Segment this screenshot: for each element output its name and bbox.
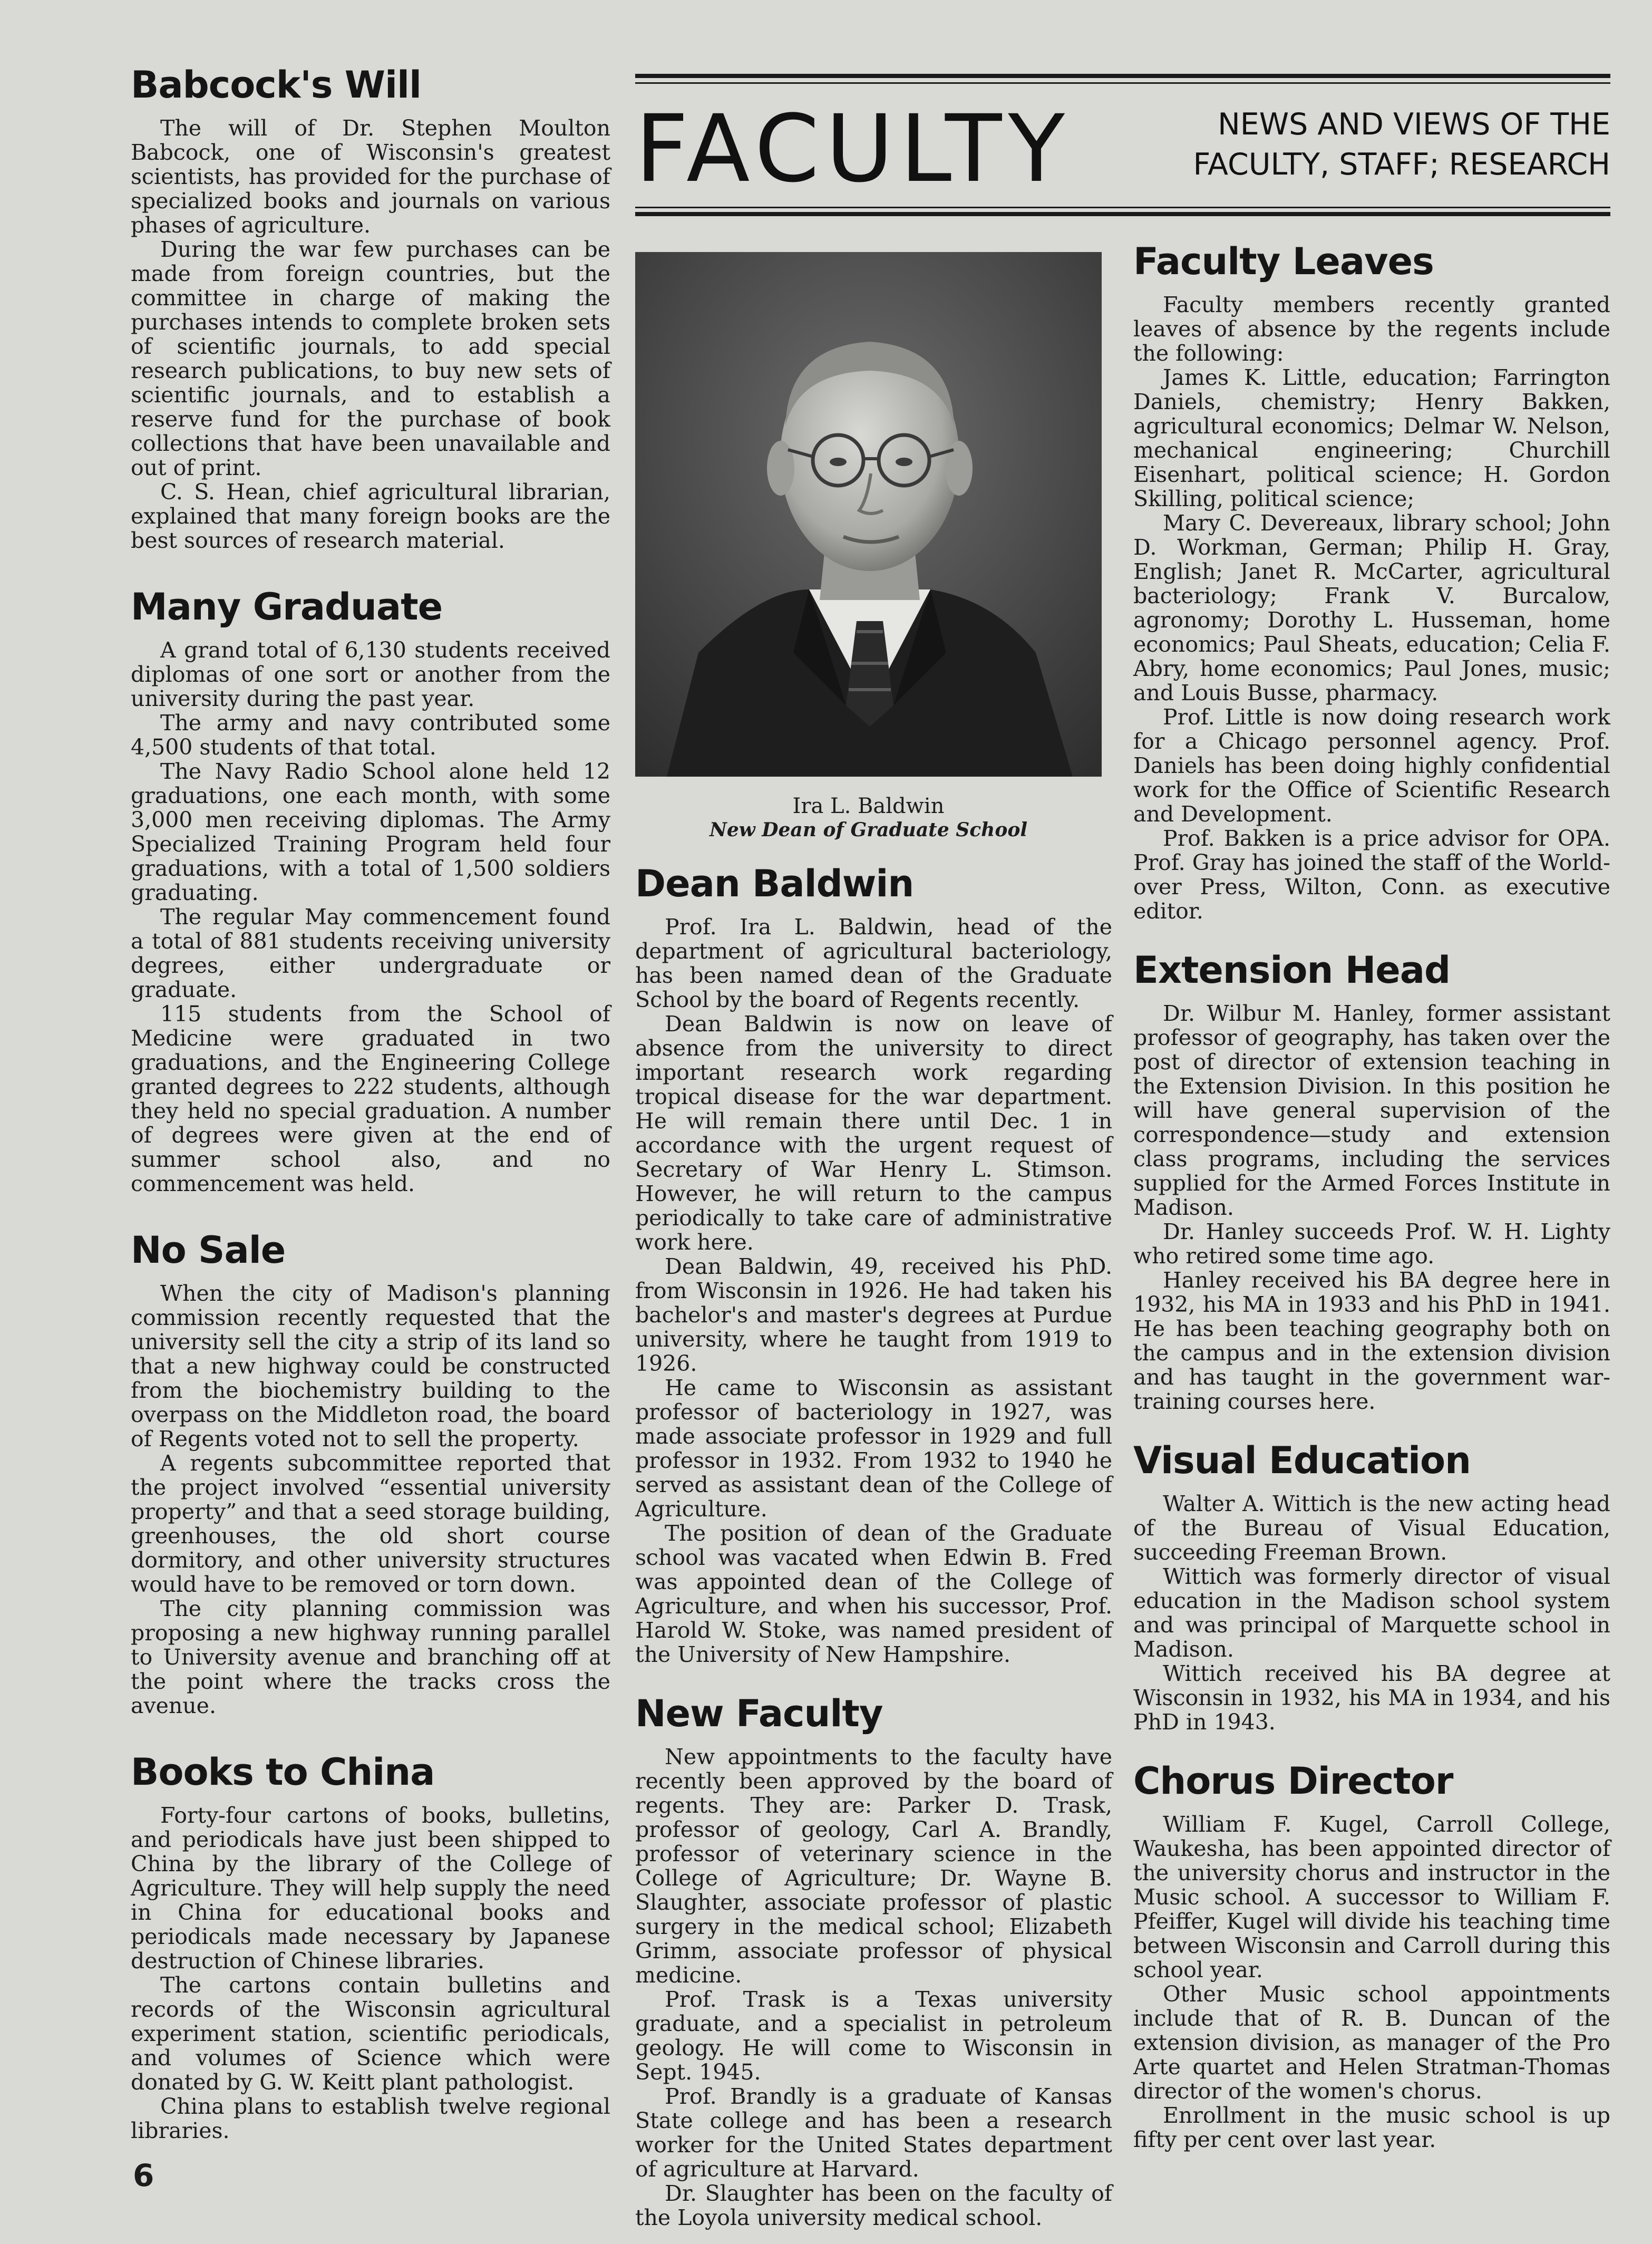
- caption-name: Ira L. Baldwin: [792, 794, 945, 818]
- article-heading: Faculty Leaves: [1133, 240, 1434, 283]
- article-paragraph: Mary C. Devereaux, library school; John D. Workman, German; Philip H. Gray, English; Janet R. McCarter, agricultural bacteriology; Frank V. Burcalow, agronomy; Dorothy L. Husseman, home economics; Paul Sheats, education; Celia F. Abry, home economics; Paul Jones, music; and Louis Busse, pharmacy.: [1133, 510, 1610, 705]
- masthead-rule: [635, 212, 1610, 216]
- article-paragraph: Hanley received his BA degree here in 1932, his MA in 1933 and his PhD in 1941. He has been teaching geography both on the campus and in the extension division and has taught in the government war-training courses here.: [1133, 1268, 1610, 1414]
- masthead-rule: [635, 74, 1610, 78]
- article-paragraph: The cartons contain bulletins and records of the Wisconsin agricultural experiment station, scientific periodicals, and volumes of Science which were donated by G. W. Keitt plant pathologist.: [131, 1972, 610, 2095]
- article-paragraph: A regents subcommittee reported that the project involved “essential university property” and that a seed storage building, greenhouses, the old short course dormitory, and other university structures would have to be removed or torn down.: [131, 1450, 610, 1597]
- article-paragraph: Enrollment in the music school is up fifty per cent over last year.: [1133, 2103, 1610, 2152]
- article-heading: Visual Education: [1133, 1439, 1471, 1482]
- article-paragraph: Prof. Ira L. Baldwin, head of the department of agricultural bacteriology, has been named dean of the Graduate School by the board of Regents recently.: [635, 914, 1112, 1012]
- article-paragraph: Prof. Little is now doing research work for a Chicago personnel agency. Prof. Daniels has been doing highly confidential work for the Office of Scientific Research and Development.: [1133, 704, 1610, 827]
- article-paragraph: New appointments to the faculty have recently been approved by the board of regents. They are: Parker D. Trask, professor of geology, Carl A. Brandly, professor of veterinary science in the College of Agriculture; Dr. Wayne B. Slaughter, associate professor of plastic surgery in the medical school; Elizabeth Grimm, associate professor of physical medicine.: [635, 1744, 1112, 1988]
- article-heading: Babcock's Will: [131, 63, 421, 107]
- page-number: 6: [133, 2158, 154, 2193]
- article-paragraph: Dr. Hanley succeeds Prof. W. H. Lighty who retired some time ago.: [1133, 1219, 1610, 1269]
- article-faculty-leaves: [1133, 240, 1610, 923]
- portrait-illustration: [635, 252, 1102, 777]
- column-left: [131, 63, 610, 2143]
- article-paragraph: Dr. Slaughter has been on the faculty of the Loyola university medical school.: [635, 2181, 1112, 2230]
- article-paragraph: He came to Wisconsin as assistant professor of bacteriology in 1927, was made associate professor in 1929 and full professor in 1932. From 1932 to 1940 he served as assistant dean of the College of Agriculture.: [635, 1375, 1112, 1522]
- caption-title: New Dean of Graduate School: [709, 819, 1028, 841]
- article-paragraph: Wittich was formerly director of visual education in the Madison school system and was principal of Marquette school in Madison.: [1133, 1564, 1610, 1662]
- article-paragraph: The army and navy contributed some 4,500 students of that total.: [131, 710, 610, 760]
- article-paragraph: The will of Dr. Stephen Moulton Babcock, one of Wisconsin's greatest scientists, has provided for the purchase of specialized books and journals on various phases of agriculture.: [131, 115, 610, 238]
- article-visual-education: [1133, 1439, 1610, 1734]
- section-tagline: [1157, 104, 1610, 185]
- article-paragraph: During the war few purchases can be made from foreign countries, but the committee in charge of making the purchases intends to complete broken sets of scientific journals, to add special research publications, to buy new sets of scientific journals, and to establish a reserve fund for the purchase of book collections that have been unavailable and out of print.: [131, 237, 610, 480]
- article-paragraph: Wittich received his BA degree at Wisconsin in 1932, his MA in 1934, and his PhD in 1943.: [1133, 1661, 1610, 1735]
- article-paragraph: The Navy Radio School alone held 12 graduations, one each month, with some 3,000 men receiving diplomas. The Army Specialized Training Program held four graduations, with a total of 1,500 soldiers graduating.: [131, 759, 610, 905]
- article-paragraph: Prof. Trask is a Texas university graduate, and a specialist in petroleum geology. He will come to Wisconsin in Sept. 1945.: [635, 1987, 1112, 2085]
- article-paragraph: China plans to establish twelve regional libraries.: [131, 2094, 610, 2143]
- article-heading: Chorus Director: [1133, 1759, 1453, 1803]
- tagline-line: NEWS AND VIEWS OF THE: [1218, 107, 1610, 142]
- article-paragraph: Other Music school appointments include that of R. B. Duncan of the extension division, as manager of the Pro Arte quartet and Helen Stratman-Thomas director of the women's chorus.: [1133, 1981, 1610, 2104]
- article-paragraph: Prof. Bakken is a price advisor for OPA. Prof. Gray has joined the staff of the World-over Press, Wilton, Conn. as executive editor.: [1133, 826, 1610, 924]
- article-dean-baldwin: [635, 862, 1112, 1667]
- article-paragraph: 115 students from the School of Medicine were graduated in two graduations, and the Engineering College granted degrees to 222 students, although they held no special graduation. A number of degrees were given at the end of summer school also, and no commencement was held.: [131, 1001, 610, 1196]
- article-extension-head: [1133, 949, 1610, 1414]
- article-paragraph: A grand total of 6,130 students received diplomas of one sort or another from the university during the past year.: [131, 637, 610, 711]
- article-chorus-director: [1133, 1759, 1610, 2152]
- article-paragraph: C. S. Hean, chief agricultural librarian, explained that many foreign books are the best sources of research material.: [131, 479, 610, 553]
- article-paragraph: When the city of Madison's planning commission recently requested that the university sell the city a strip of its land so that a new highway could be constructed from the biochemistry building to the overpass on the Middleton road, the board of Regents voted not to sell the property.: [131, 1281, 610, 1452]
- article-paragraph: Faculty members recently granted leaves of absence by the regents include the following:: [1133, 292, 1610, 366]
- article-new-faculty: [635, 1692, 1112, 2230]
- article-heading: Extension Head: [1133, 949, 1451, 992]
- masthead: [635, 74, 1610, 232]
- article-paragraph: William F. Kugel, Carroll College, Waukesha, has been appointed director of the university chorus and instructor in the Music school. A successor to William F. Pfeiffer, Kugel will divide his teaching time between Wisconsin and Carroll during this school year.: [1133, 1812, 1610, 1982]
- section-title: FACULTY: [635, 95, 1071, 203]
- article-paragraph: Forty-four cartons of books, bulletins, and periodicals have just been shipped to China by the library of the College of Agriculture. They will help supply the need in China for educational books and periodicals made necessary by Japanese destruction of Chinese libraries.: [131, 1803, 610, 1974]
- article-many-graduate: [131, 585, 610, 1196]
- column-middle: [635, 862, 1112, 2230]
- article-paragraph: Walter A. Wittich is the new acting head of the Bureau of Visual Education, succeeding Freeman Brown.: [1133, 1491, 1610, 1565]
- photo-caption: [635, 794, 1102, 841]
- article-heading: Many Graduate: [131, 585, 443, 628]
- masthead-rule: [635, 207, 1610, 208]
- article-paragraph: The city planning commission was proposing a new highway running parallel to University avenue and branching off at the point where the tracks cross the avenue.: [131, 1596, 610, 1718]
- tagline-line: FACULTY, STAFF; RESEARCH: [1193, 147, 1610, 182]
- article-paragraph: James K. Little, education; Farrington Daniels, chemistry; Henry Bakken, agricultural economics; Delmar W. Nelson, mechanical engineering; Churchill Eisenhart, political science; H. Gordon Skilling, political science;: [1133, 365, 1610, 511]
- article-paragraph: Dr. Wilbur M. Hanley, former assistant professor of geography, has taken over the post of director of extension teaching in the Extension Division. In this position he will have general supervision of the correspondence—study and extension class programs, including the services supplied for the Armed Forces Institute in Madison.: [1133, 1001, 1610, 1220]
- article-heading: Dean Baldwin: [635, 862, 914, 905]
- article-paragraph: The position of dean of the Graduate school was vacated when Edwin B. Fred was appointed dean of the College of Agriculture, and when his successor, Prof. Harold W. Stoke, was named president of the University of New Hampshire.: [635, 1521, 1112, 1667]
- article-books-to-china: [131, 1750, 610, 2143]
- article-babcocks-will: [131, 63, 610, 553]
- article-heading: New Faculty: [635, 1692, 883, 1735]
- article-paragraph: Prof. Brandly is a graduate of Kansas State college and has been a research worker for the United States department of agriculture at Harvard.: [635, 2084, 1112, 2182]
- portrait-photo: [635, 252, 1102, 777]
- article-heading: Books to China: [131, 1750, 435, 1794]
- masthead-rule: [635, 82, 1610, 84]
- article-paragraph: Dean Baldwin is now on leave of absence from the university to direct important research work regarding tropical disease for the war department. He will remain there until Dec. 1 in accordance with the urgent request of Secretary of War Henry L. Stimson. However, he will return to the campus periodically to take care of administrative work here.: [635, 1011, 1112, 1255]
- article-paragraph: The regular May commencement found a total of 881 students receiving university degrees, either undergraduate or graduate.: [131, 904, 610, 1002]
- article-heading: No Sale: [131, 1229, 286, 1272]
- column-right: [1133, 240, 1610, 2152]
- article-paragraph: Dean Baldwin, 49, received his PhD. from Wisconsin in 1926. He had taken his bachelor's and master's degrees at Purdue university, where he taught from 1919 to 1926.: [635, 1254, 1112, 1376]
- article-no-sale: [131, 1229, 610, 1718]
